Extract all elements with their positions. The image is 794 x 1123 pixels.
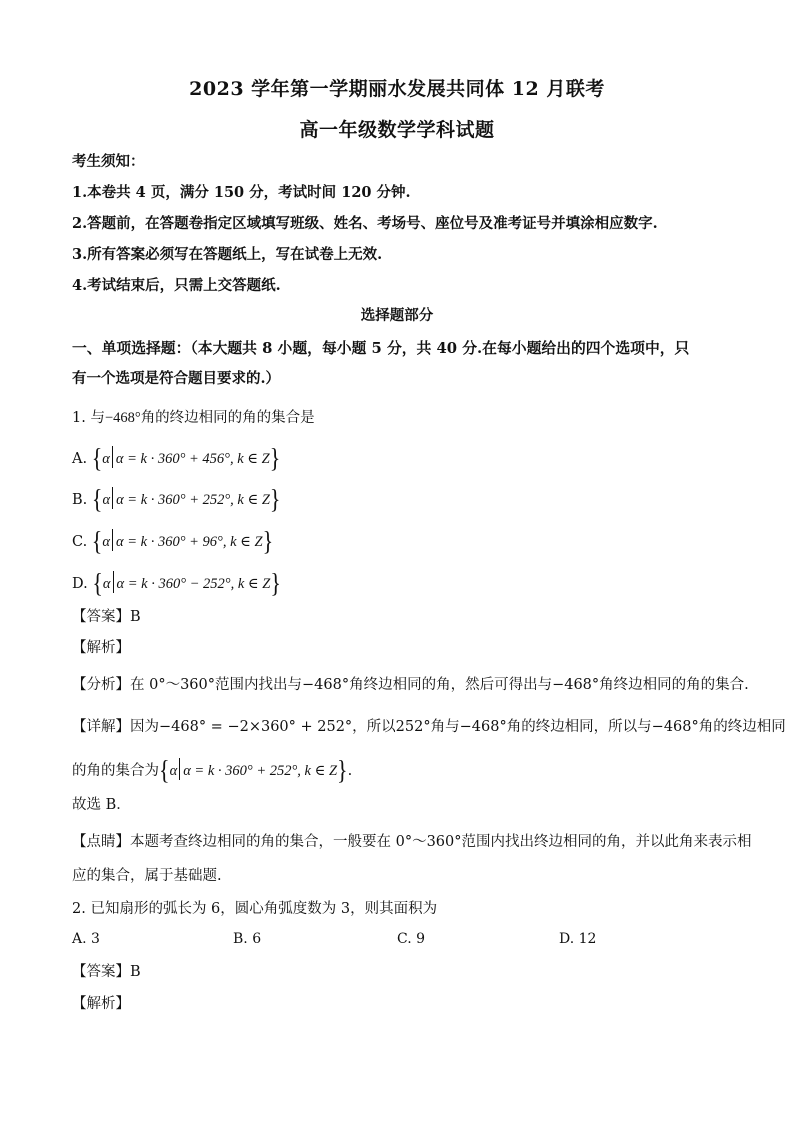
option-label: D. bbox=[72, 576, 88, 592]
q1-analysis-tag: 【解析】 bbox=[72, 640, 130, 656]
answer-tag: 【答案】 bbox=[72, 609, 130, 625]
q2-option-d: D. 12 bbox=[559, 931, 597, 947]
detail-text: 因为−468° = −2×360° + 252°，所以252°角与−468°角的终边相同，所以与−468°角的终边相同 bbox=[130, 719, 786, 735]
notice-item-1: 1.本卷共 4 页，满分 150 分，考试时间 120 分钟. bbox=[72, 184, 411, 201]
option-expr: α = k · 360° − 252°, k ∈ Z bbox=[116, 576, 271, 592]
detail-suffix: . bbox=[347, 763, 353, 779]
option-expr: α = k · 360° + 96°, k ∈ Z bbox=[115, 534, 263, 550]
q1-detail-line1 bbox=[72, 717, 786, 737]
detail-set-expr: α = k · 360° + 252°, k ∈ Z bbox=[183, 763, 338, 779]
q1-option-b bbox=[72, 482, 281, 514]
q1-comment-line2: 应的集合，属于基础题. bbox=[72, 868, 222, 884]
notice-item-2: 2.答题前，在答题卷指定区域填写班级、姓名、考场号、座位号及准考证号并填涂相应数字. bbox=[72, 215, 658, 232]
answer-value: B bbox=[130, 609, 141, 625]
comment-text: 本题考查终边相同的角的集合，一般要在 0°～360°范围内找出终边相同的角，并以此角来表示相 bbox=[130, 834, 752, 850]
q1-prefix: 1. 与 bbox=[72, 410, 105, 426]
detail-tag: 【详解】 bbox=[72, 719, 130, 735]
option-set: {α α = k · 360° + 252°, k ∈ Z} bbox=[91, 482, 281, 514]
part1-instruction-line2: 有一个选项是符合题目要求的.） bbox=[72, 370, 281, 387]
answer-tag: 【答案】 bbox=[72, 964, 130, 980]
option-set: {α α = k · 360° + 96°, k ∈ Z} bbox=[91, 524, 274, 556]
question-2-stem: 2. 已知扇形的弧长为 6，圆心角弧度数为 3，则其面积为 bbox=[72, 901, 438, 917]
notice-item-4: 4.考试结束后，只需上交答题纸. bbox=[72, 277, 281, 294]
q1-suffix: 角的终边相同的角的集合是 bbox=[140, 410, 315, 426]
q2-option-c: C. 9 bbox=[397, 931, 426, 947]
notice-heading: 考生须知： bbox=[72, 153, 145, 170]
option-expr: α = k · 360° + 456°, k ∈ Z bbox=[115, 451, 270, 467]
q1-option-d bbox=[72, 566, 281, 598]
fenxi-text: 在 0°～360°范围内找出与−468°角终边相同的角，然后可得出与−468°角终边相同的角的集合. bbox=[130, 677, 749, 693]
detail-set: {α α = k · 360° + 252°, k ∈ Z} bbox=[159, 753, 348, 785]
fenxi-tag: 【分析】 bbox=[72, 677, 130, 693]
option-label: B. bbox=[72, 492, 88, 508]
notice-item-3: 3.所有答案必须写在答题纸上，写在试卷上无效. bbox=[72, 246, 383, 263]
option-label: C. bbox=[72, 534, 88, 550]
detail-prefix: 的角的集合为 bbox=[72, 763, 159, 779]
q1-angle: −468° bbox=[104, 410, 141, 426]
q1-fenxi bbox=[72, 675, 749, 695]
answer-value: B bbox=[130, 964, 141, 980]
q1-option-a bbox=[72, 441, 281, 473]
q1-choose: 故选 B． bbox=[72, 797, 131, 813]
q1-answer bbox=[72, 607, 141, 627]
option-label: A. bbox=[72, 451, 88, 467]
q1-comment-line1 bbox=[72, 832, 752, 852]
q2-analysis-tag: 【解析】 bbox=[72, 996, 130, 1012]
q1-option-c bbox=[72, 524, 274, 556]
section-title: 选择题部分 bbox=[360, 307, 434, 324]
option-set: {α α = k · 360° − 252°, k ∈ Z} bbox=[92, 566, 281, 598]
exam-subtitle: 高一年级数学学科试题 bbox=[299, 119, 495, 141]
q1-detail-line2 bbox=[72, 753, 353, 785]
exam-title: 2023 学年第一学期丽水发展共同体 12 月联考 bbox=[189, 78, 605, 100]
comment-tag: 【点睛】 bbox=[72, 834, 130, 850]
option-expr: α = k · 360° + 252°, k ∈ Z bbox=[116, 492, 270, 508]
option-set: {α α = k · 360° + 456°, k ∈ Z} bbox=[91, 441, 281, 473]
q2-answer bbox=[72, 962, 141, 982]
q2-option-b: B. 6 bbox=[233, 931, 262, 947]
question-1-stem bbox=[72, 408, 315, 428]
part1-instruction-line1: 一、单项选择题：（本大题共 8 小题，每小题 5 分，共 40 分.在每小题给出的四个选项中，只 bbox=[72, 340, 690, 357]
q2-option-a: A. 3 bbox=[72, 931, 100, 947]
